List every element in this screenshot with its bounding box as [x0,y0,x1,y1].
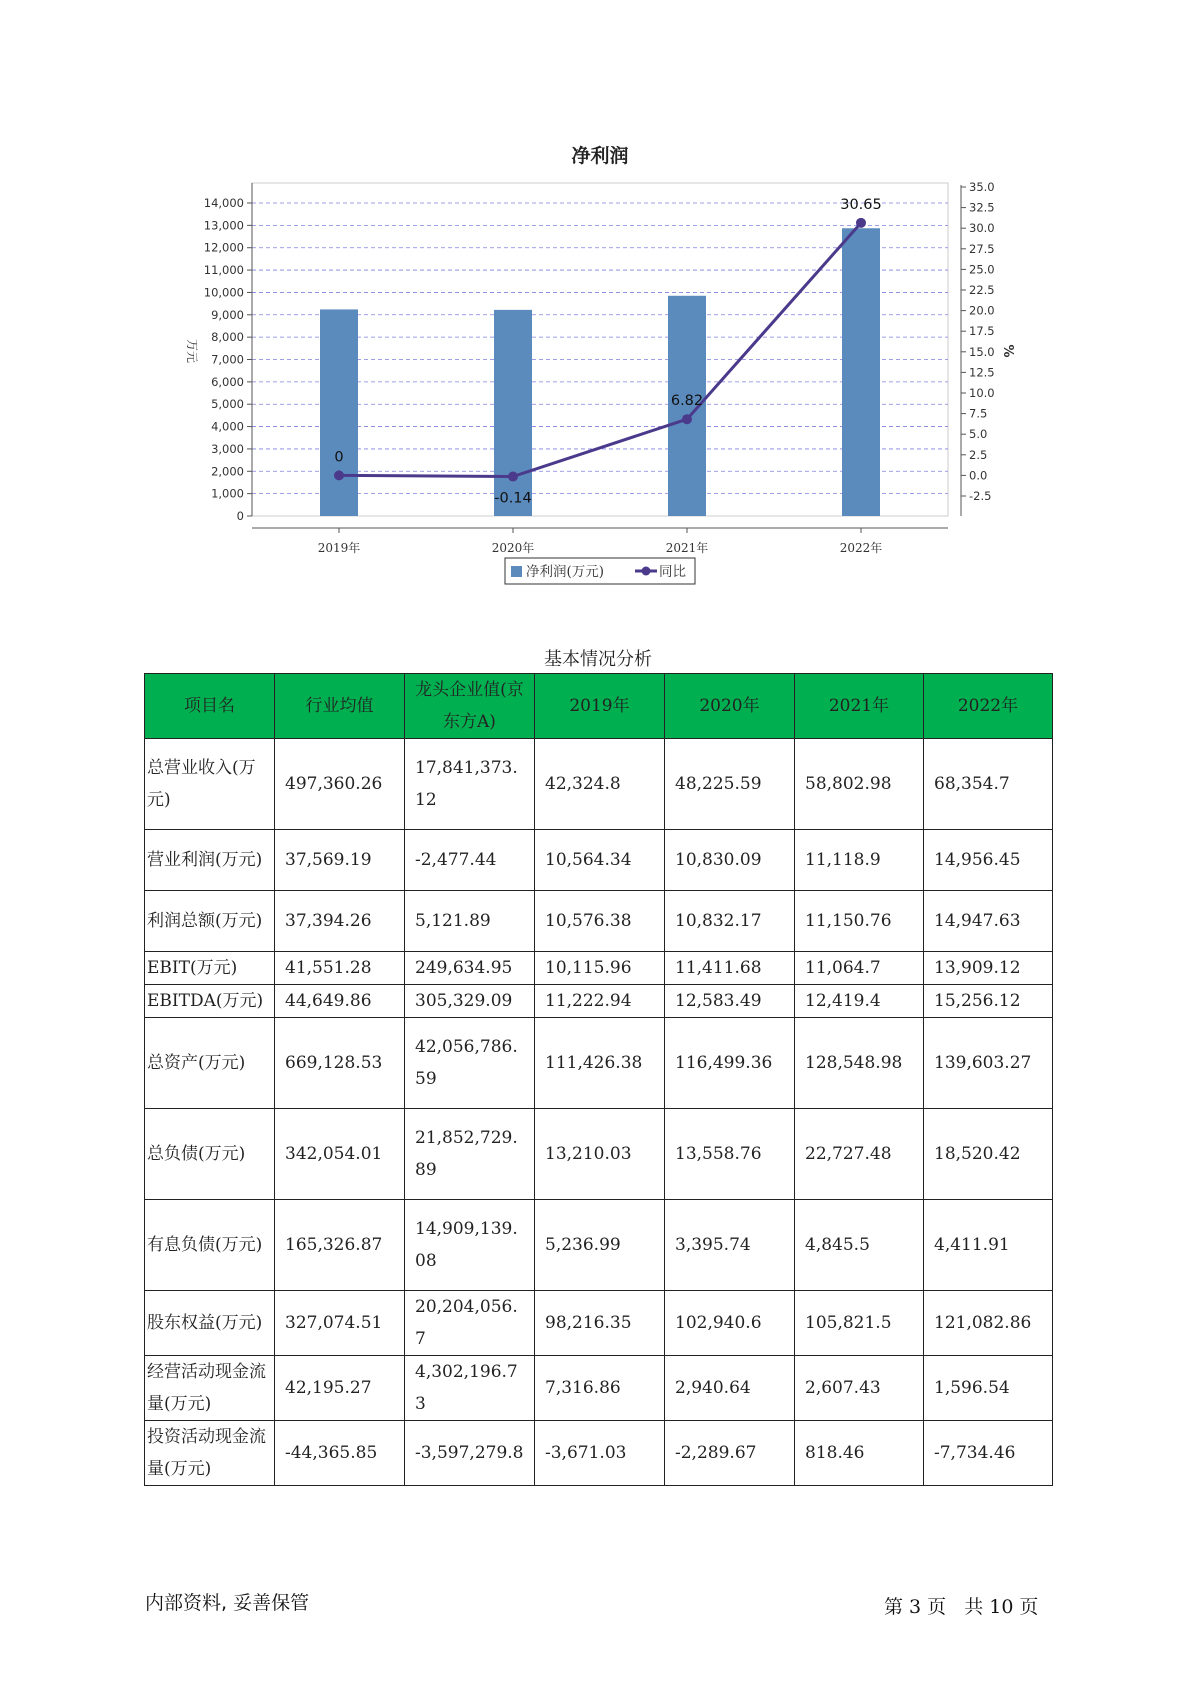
row-label: 总负债(万元) [145,1109,275,1200]
legend-line-label: 同比 [659,564,686,580]
column-header: 行业均值 [275,674,405,739]
table-row [145,1018,1053,1109]
table-cell: 42,324.8 [535,739,665,830]
right-tick-label: 15.0 [969,344,995,359]
yoy-point [856,218,866,228]
table-cell: -3,597,279.8 [405,1421,535,1486]
right-axis-label: % [1000,344,1015,358]
table-cell: 11,118.9 [795,830,924,891]
table-cell: 165,326.87 [275,1200,405,1291]
yoy-point [508,472,518,482]
yoy-data-label: 6.82 [670,393,704,410]
table-cell: 1,596.54 [924,1356,1053,1421]
table-header-row [145,674,1053,739]
table-cell: 10,564.34 [535,830,665,891]
x-tick-label: 2020年 [491,541,535,555]
table-row [145,1356,1053,1421]
yoy-line [339,223,861,477]
table-cell: 4,411.91 [924,1200,1053,1291]
left-tick-label: 14,000 [203,196,244,210]
table-cell: 13,909.12 [924,952,1053,985]
legend-bar-label: 净利润(万元) [526,564,605,580]
footer-note: 内部资料, 妥善保管 [145,1592,310,1614]
x-tick-label: 2019年 [317,541,361,555]
yoy-point [682,414,692,424]
row-label: 营业利润(万元) [145,830,275,891]
table-cell: 37,569.19 [275,830,405,891]
left-tick-label: 3,000 [211,441,244,456]
table-cell: 7,316.86 [535,1356,665,1421]
yoy-point [334,470,344,480]
right-tick-label: 32.5 [969,200,995,215]
bar-2019年 [320,309,358,516]
table-cell: 20,204,056.7 [405,1291,535,1356]
table-cell: 22,727.48 [795,1109,924,1200]
table-cell: 327,074.51 [275,1291,405,1356]
total-word: 页 [1019,1596,1039,1618]
right-tick-label: 2.5 [969,447,988,462]
column-header: 2020年 [665,674,795,739]
table-cell: 249,634.95 [405,952,535,985]
analysis-table [144,673,1053,1486]
table-cell: 105,821.5 [795,1291,924,1356]
table-cell: -2,477.44 [405,830,535,891]
left-tick-label: 12,000 [203,240,244,255]
table-cell: 5,121.89 [405,891,535,952]
legend-line-marker [642,567,651,576]
table-cell: 305,329.09 [405,985,535,1018]
page-number [884,1592,1044,1619]
left-tick-label: 8,000 [211,330,244,345]
table-row [145,985,1053,1018]
row-label: EBIT(万元) [145,952,275,985]
table-caption: 基本情况分析 [544,649,652,670]
table-cell: 102,940.6 [665,1291,795,1356]
table-cell: 5,236.99 [535,1200,665,1291]
table-cell: -44,365.85 [275,1421,405,1486]
table-cell: 342,054.01 [275,1109,405,1200]
table-cell: 18,520.42 [924,1109,1053,1200]
left-tick-label: 13,000 [203,218,244,233]
right-tick-label: 17.5 [969,324,995,339]
table-cell: -3,671.03 [535,1421,665,1486]
chart-svg [0,0,1191,600]
net-profit-chart [0,0,1191,600]
total-prefix: 共 [964,1596,984,1618]
table-cell: 13,558.76 [665,1109,795,1200]
left-tick-label: 1,000 [211,486,244,501]
table-row [145,1109,1053,1200]
right-tick-label: 25.0 [969,262,995,277]
table-cell: 68,354.7 [924,739,1053,830]
page-prefix: 第 [884,1596,904,1618]
table-cell: 14,909,139.08 [405,1200,535,1291]
table-cell: 37,394.26 [275,891,405,952]
page-total: 10 [989,1596,1014,1618]
table-cell: 139,603.27 [924,1018,1053,1109]
table-cell: 17,841,373.12 [405,739,535,830]
table-cell: 4,845.5 [795,1200,924,1291]
right-tick-label: 27.5 [969,241,995,256]
row-label: 总资产(万元) [145,1018,275,1109]
right-tick-label: 5.0 [969,427,988,442]
table-cell: 12,583.49 [665,985,795,1018]
column-header: 项目名 [145,674,275,739]
left-tick-label: 6,000 [211,374,244,389]
x-tick-label: 2022年 [839,541,883,555]
page-word: 页 [927,1596,947,1618]
right-tick-label: -2.5 [969,489,992,503]
x-tick-label: 2021年 [665,541,709,555]
row-label: 股东权益(万元) [145,1291,275,1356]
table-cell: 669,128.53 [275,1018,405,1109]
yoy-data-label: 30.65 [840,196,882,213]
table-cell: 21,852,729.89 [405,1109,535,1200]
table-cell: 10,576.38 [535,891,665,952]
table-cell: 10,830.09 [665,830,795,891]
yoy-data-label: 0 [334,449,344,466]
table-cell: 11,150.76 [795,891,924,952]
row-label: EBITDA(万元) [145,985,275,1018]
right-tick-label: 20.0 [969,303,995,318]
table-cell: 11,222.94 [535,985,665,1018]
table-cell: 14,947.63 [924,891,1053,952]
left-tick-label: 2,000 [211,464,244,479]
table-cell: 41,551.28 [275,952,405,985]
page-current: 3 [909,1596,922,1618]
table-cell: 42,056,786.59 [405,1018,535,1109]
yoy-data-label: -0.14 [494,490,532,507]
table-cell: 2,940.64 [665,1356,795,1421]
table-row [145,1421,1053,1486]
left-tick-label: 10,000 [203,285,244,300]
chart-title: 净利润 [571,145,629,167]
left-tick-label: 9,000 [211,307,244,322]
table-cell: 128,548.98 [795,1018,924,1109]
left-tick-label: 0 [236,509,244,523]
column-header: 2019年 [535,674,665,739]
legend-bar-swatch [511,566,522,577]
column-header: 龙头企业值(京东方A) [405,674,535,739]
table-cell: 11,064.7 [795,952,924,985]
table-cell: 14,956.45 [924,830,1053,891]
right-tick-label: 10.0 [969,386,995,400]
bar-2020年 [494,310,532,516]
right-tick-label: 7.5 [969,406,988,421]
right-tick-label: 30.0 [969,221,995,236]
left-axis-label: 万元 [185,338,199,364]
table-cell: -2,289.67 [665,1421,795,1486]
table-cell: 116,499.36 [665,1018,795,1109]
table-cell: 818.46 [795,1421,924,1486]
left-tick-label: 11,000 [203,263,244,278]
row-label: 有息负债(万元) [145,1200,275,1291]
table-cell: 98,216.35 [535,1291,665,1356]
table-cell: 121,082.86 [924,1291,1053,1356]
table-cell: 10,832.17 [665,891,795,952]
table-cell: 11,411.68 [665,952,795,985]
left-tick-label: 4,000 [211,419,244,434]
table-cell: -7,734.46 [924,1421,1053,1486]
table-cell: 111,426.38 [535,1018,665,1109]
table-cell: 2,607.43 [795,1356,924,1421]
table-cell: 12,419.4 [795,985,924,1018]
column-header: 2022年 [924,674,1053,739]
row-label: 总营业收入(万元) [145,739,275,830]
right-tick-label: 0.0 [969,468,988,483]
bar-2022年 [842,228,880,516]
left-tick-label: 5,000 [211,397,244,412]
column-header: 2021年 [795,674,924,739]
row-label: 投资活动现金流量(万元) [145,1421,275,1486]
table-row [145,891,1053,952]
table-row [145,739,1053,830]
table-cell: 44,649.86 [275,985,405,1018]
right-tick-label: 35.0 [969,180,995,194]
table-row [145,1291,1053,1356]
table-cell: 10,115.96 [535,952,665,985]
right-tick-label: 12.5 [969,365,995,380]
table-cell: 42,195.27 [275,1356,405,1421]
table-row [145,952,1053,985]
row-label: 经营活动现金流量(万元) [145,1356,275,1421]
table-cell: 48,225.59 [665,739,795,830]
right-tick-label: 22.5 [969,283,995,297]
table-cell: 3,395.74 [665,1200,795,1291]
table-cell: 4,302,196.73 [405,1356,535,1421]
table-body [145,739,1053,1486]
table-cell: 13,210.03 [535,1109,665,1200]
table-cell: 15,256.12 [924,985,1053,1018]
table-row [145,1200,1053,1291]
table-cell: 58,802.98 [795,739,924,830]
left-tick-label: 7,000 [211,352,244,367]
table-cell: 497,360.26 [275,739,405,830]
row-label: 利润总额(万元) [145,891,275,952]
table-row [145,830,1053,891]
